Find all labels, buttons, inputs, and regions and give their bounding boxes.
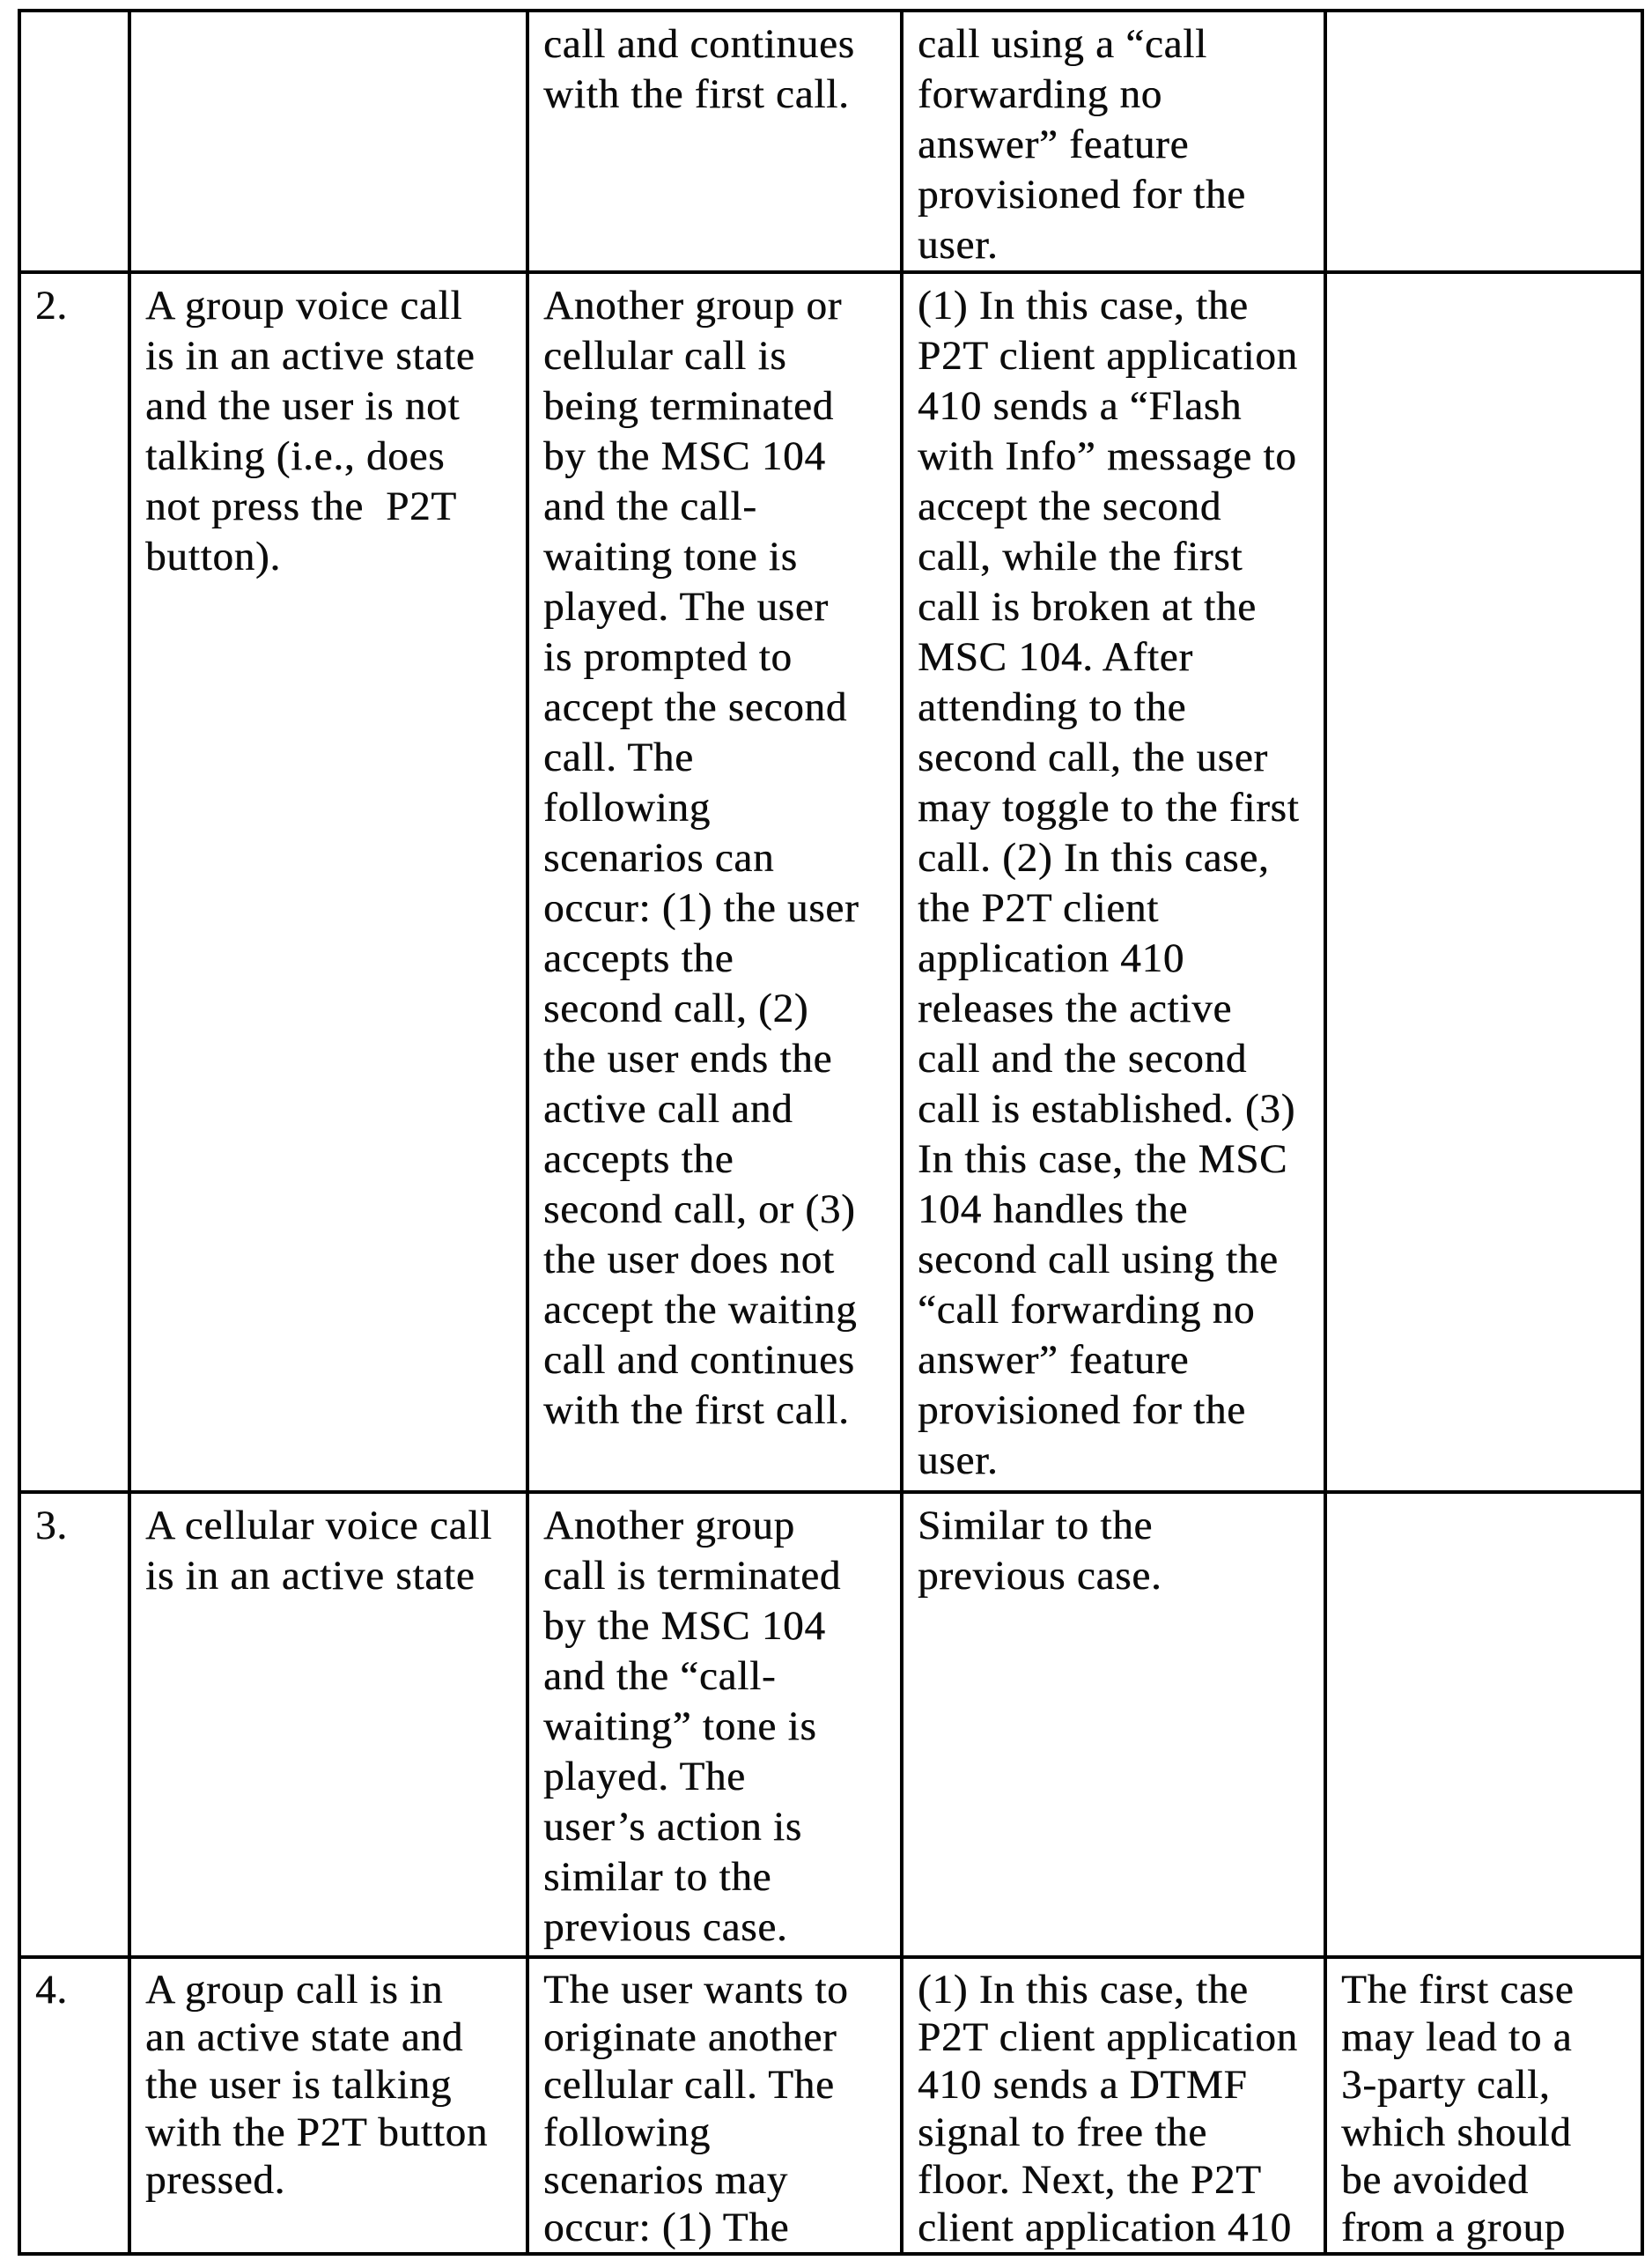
- text-line: signal to free the: [918, 2109, 1207, 2155]
- table-row: [19, 1492, 1642, 1957]
- cell-row-number: [19, 1492, 129, 1957]
- cell-row-number: [19, 11, 129, 272]
- text-line: call, while the first: [918, 534, 1243, 580]
- text-line: (1) In this case, the: [918, 283, 1249, 329]
- cell-note: [1325, 1957, 1642, 2254]
- text-line: played. The user: [543, 584, 829, 630]
- cell-event: [527, 1492, 902, 1957]
- text-line: the user is talking: [145, 2062, 453, 2108]
- text-line: user.: [918, 222, 999, 268]
- text-line: call. (2) In this case,: [918, 835, 1270, 881]
- text-line: accept the waiting: [543, 1287, 858, 1333]
- text-line: call is terminated: [543, 1553, 842, 1599]
- text-line: talking (i.e., does: [145, 433, 446, 479]
- cell-p2t-action: [902, 1492, 1325, 1957]
- text-line: second call, or (3): [543, 1186, 856, 1232]
- text-line: played. The: [543, 1754, 746, 1799]
- text-line: second call using the: [918, 1237, 1279, 1282]
- cell-row-number: [19, 1957, 129, 2254]
- text-line: Another group or: [543, 283, 843, 329]
- text-line: forwarding no: [918, 71, 1162, 117]
- text-line: P2T client application: [918, 2014, 1298, 2060]
- text-line: and the user is not: [145, 383, 461, 429]
- text-line: from a group: [1341, 2205, 1566, 2250]
- text-line: call is established. (3): [918, 1086, 1296, 1132]
- text-line: waiting tone is: [543, 534, 798, 580]
- text-line: The user wants to: [543, 1967, 849, 2013]
- text-line: waiting” tone is: [543, 1703, 817, 1749]
- text-line: the user ends the: [543, 1036, 833, 1082]
- text-line: call and continues: [543, 1337, 855, 1383]
- text-line: pressed.: [145, 2157, 286, 2203]
- text-line: application 410: [918, 935, 1185, 981]
- text-line: answer” feature: [918, 1337, 1190, 1383]
- text-line: being terminated: [543, 383, 834, 429]
- text-line: the P2T client: [918, 885, 1160, 931]
- text-line: may lead to a: [1341, 2014, 1573, 2060]
- cell-state: [129, 11, 527, 272]
- text-line: 410 sends a “Flash: [918, 383, 1243, 429]
- table-row: [19, 11, 1642, 272]
- text-line: (1) In this case, the: [918, 1967, 1249, 2013]
- text-line: Similar to the: [918, 1503, 1154, 1548]
- cell-p2t-action: [902, 1957, 1325, 2254]
- text-line: an active state and: [145, 2014, 463, 2060]
- table-row: [19, 272, 1642, 1492]
- text-line: answer” feature: [918, 122, 1190, 167]
- text-line: 104 handles the: [918, 1186, 1188, 1232]
- text-line: 410 sends a DTMF: [918, 2062, 1248, 2108]
- text-line: provisioned for the: [918, 1387, 1246, 1433]
- text-line: provisioned for the: [918, 172, 1246, 218]
- text-line: call and continues: [543, 21, 855, 67]
- text-line: 3.: [35, 1503, 68, 1548]
- text-line: occur: (1) the user: [543, 885, 859, 931]
- text-line: with the first call.: [543, 1387, 850, 1433]
- text-line: P2T client application: [918, 333, 1298, 379]
- text-line: In this case, the MSC: [918, 1136, 1288, 1182]
- text-line: cellular call is: [543, 333, 787, 379]
- text-line: accept the second: [543, 684, 848, 730]
- text-line: similar to the: [543, 1854, 772, 1900]
- text-line: client application 410: [918, 2205, 1292, 2250]
- text-line: is prompted to: [543, 634, 793, 680]
- text-line: user.: [918, 1437, 999, 1483]
- text-line: A group voice call: [145, 283, 463, 329]
- text-line: which should: [1341, 2109, 1572, 2155]
- text-line: button).: [145, 534, 281, 580]
- text-line: not press the P2T: [145, 484, 457, 529]
- text-line: with the P2T button: [145, 2109, 489, 2155]
- text-line: A group call is in: [145, 1967, 444, 2013]
- text-line: cellular call. The: [543, 2062, 835, 2108]
- table-body: [19, 11, 1642, 2254]
- text-line: accepts the: [543, 935, 734, 981]
- text-line: user’s action is: [543, 1804, 802, 1850]
- text-line: originate another: [543, 2014, 837, 2060]
- text-line: 4.: [35, 1967, 68, 2013]
- text-line: active call and: [543, 1086, 793, 1132]
- text-line: “call forwarding no: [918, 1287, 1256, 1333]
- text-line: is in an active state: [145, 333, 476, 379]
- text-line: by the MSC 104: [543, 433, 826, 479]
- text-line: with the first call.: [543, 71, 850, 117]
- cell-state: [129, 272, 527, 1492]
- text-line: scenarios may: [543, 2157, 788, 2203]
- text-line: call is broken at the: [918, 584, 1257, 630]
- text-line: scenarios can: [543, 835, 775, 881]
- cell-note: [1325, 11, 1642, 272]
- text-line: 2.: [35, 283, 68, 329]
- text-line: may toggle to the first: [918, 785, 1300, 831]
- text-line: second call, the user: [918, 735, 1268, 780]
- text-line: call. The: [543, 735, 694, 780]
- text-line: Another group: [543, 1503, 795, 1548]
- text-line: A cellular voice call: [145, 1503, 492, 1548]
- cell-state: [129, 1492, 527, 1957]
- text-line: is in an active state: [145, 1553, 476, 1599]
- text-line: the user does not: [543, 1237, 835, 1282]
- cell-event: [527, 1957, 902, 2254]
- p2t-scenarios-table: [18, 9, 1644, 2256]
- text-line: call using a “call: [918, 21, 1207, 67]
- text-line: by the MSC 104: [543, 1603, 826, 1649]
- text-line: occur: (1) The: [543, 2205, 790, 2250]
- cell-event: [527, 11, 902, 272]
- text-line: and the call-: [543, 484, 757, 529]
- text-line: with Info” message to: [918, 433, 1297, 479]
- cell-event: [527, 272, 902, 1492]
- text-line: accepts the: [543, 1136, 734, 1182]
- text-line: call and the second: [918, 1036, 1248, 1082]
- cell-row-number: [19, 272, 129, 1492]
- text-line: and the “call-: [543, 1653, 777, 1699]
- text-line: previous case.: [918, 1553, 1162, 1599]
- cell-state: [129, 1957, 527, 2254]
- text-line: previous case.: [543, 1904, 788, 1950]
- cell-note: [1325, 272, 1642, 1492]
- text-line: 3-party call,: [1341, 2062, 1551, 2108]
- text-line: floor. Next, the P2T: [918, 2157, 1262, 2203]
- table-row: [19, 1957, 1642, 2254]
- cell-p2t-action: [902, 272, 1325, 1492]
- cell-note: [1325, 1492, 1642, 1957]
- text-line: following: [543, 2109, 711, 2155]
- text-line: be avoided: [1341, 2157, 1529, 2203]
- cell-p2t-action: [902, 11, 1325, 272]
- text-line: following: [543, 785, 711, 831]
- text-line: attending to the: [918, 684, 1187, 730]
- text-line: accept the second: [918, 484, 1222, 529]
- text-line: MSC 104. After: [918, 634, 1193, 680]
- text-line: The first case: [1341, 1967, 1575, 2013]
- text-line: second call, (2): [543, 986, 809, 1031]
- text-line: releases the active: [918, 986, 1233, 1031]
